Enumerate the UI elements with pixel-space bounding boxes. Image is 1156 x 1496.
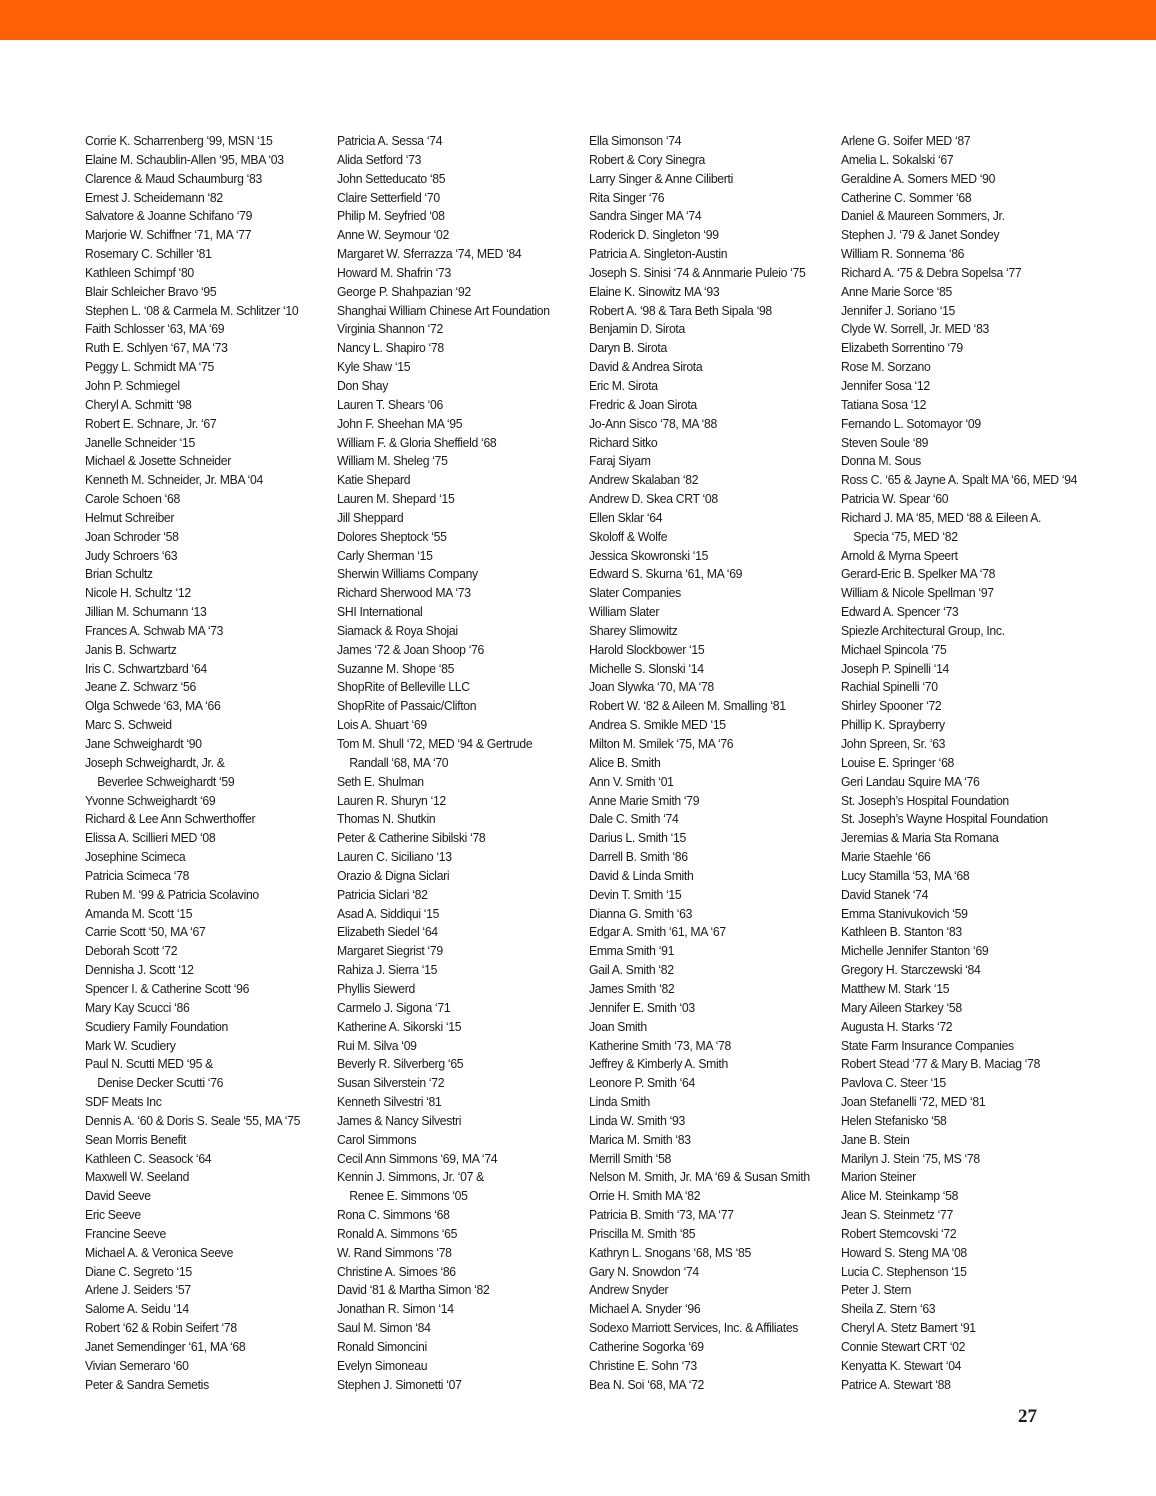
donor-entry: Shirley Spooner ‘72 (841, 698, 942, 714)
donor-entry: Benjamin D. Sirota (589, 321, 685, 337)
donor-entry: Nancy L. Shapiro ‘78 (337, 340, 444, 356)
donor-entry: Rui M. Silva ‘09 (337, 1037, 417, 1053)
donor-entry: Daniel & Maureen Sommers, Jr. (841, 208, 1005, 224)
donor-entry: Paul N. Scutti MED ‘95 & (85, 1056, 213, 1072)
donor-entry: Dianna G. Smith ‘63 (589, 905, 693, 921)
donor-entry: David Stanek ‘74 (841, 886, 929, 902)
donor-column-3 (589, 132, 826, 1395)
donor-entry: Robert & Cory Sinegra (589, 151, 706, 167)
donor-entry: Patricia A. Singleton-Austin (589, 246, 728, 262)
donor-entry: Katherine A. Sikorski ‘15 (337, 1018, 462, 1034)
donor-entry: Geri Landau Squire MA ‘76 (841, 773, 980, 789)
donor-entry: Lauren T. Shears ‘06 (337, 396, 443, 412)
donor-entry: Ella Simonson ‘74 (589, 133, 682, 148)
donor-entry: Sharey Slimowitz (589, 622, 678, 638)
donor-entry: Amanda M. Scott ‘15 (85, 905, 193, 921)
donor-entry: Michael Spincola ‘75 (841, 641, 947, 657)
donor-entry: William & Nicole Spellman ‘97 (841, 585, 994, 601)
donor-entry: John Setteducato ‘85 (337, 170, 446, 186)
donor-entry: Fernando L. Sotomayor ‘09 (841, 415, 981, 431)
donor-entry: Scudiery Family Foundation (85, 1018, 228, 1034)
donor-entry: Devin T. Smith ‘15 (589, 886, 682, 902)
donor-entry: SHI International (337, 604, 423, 620)
donor-entry: Beverlee Schweighardt ‘59 (97, 773, 235, 789)
donor-entry: Specia ‘75, MED ‘82 (853, 528, 958, 544)
donor-entry: Renee E. Simmons ‘05 (349, 1188, 468, 1204)
donor-entry: Sodexo Marriott Services, Inc. & Affiliates (589, 1320, 799, 1336)
donor-entry: Asad A. Siddiqui ‘15 (337, 905, 440, 921)
donor-entry: Richard J. MA ‘85, MED ‘88 & Eileen A. (841, 509, 1042, 525)
donor-entry: Robert E. Schnare, Jr. ‘67 (85, 415, 217, 431)
donor-entry: Orazio & Digna Siclari (337, 867, 450, 883)
donor-entry: David & Andrea Sirota (589, 359, 703, 375)
donor-entry: Jean S. Steinmetz ‘77 (841, 1207, 953, 1223)
donor-entry: Milton M. Smilek ‘75, MA ‘76 (589, 736, 734, 751)
donor-entry: Arlene J. Seiders ‘57 (85, 1282, 191, 1298)
donor-entry: Tom M. Shull ‘72, MED ‘94 & Gertrude (337, 736, 533, 751)
donor-entry: Elizabeth Sorrentino ‘79 (841, 340, 963, 356)
donor-entry: Jane Schweighardt ‘90 (85, 736, 202, 751)
donor-entry: Brian Schultz (85, 566, 153, 582)
donor-entry: Elaine M. Schaublin-Allen ‘95, MBA ‘03 (85, 151, 284, 167)
donor-entry: Augusta H. Starks ‘72 (841, 1018, 953, 1034)
donor-entry: Edgar A. Smith ‘61, MA ‘67 (589, 924, 726, 940)
donor-entry: William R. Sonnema ‘86 (841, 246, 965, 262)
donor-column-2 (337, 132, 574, 1395)
donor-entry: Dale C. Smith ‘74 (589, 811, 679, 827)
donor-entry: Patricia Siclari ‘82 (337, 886, 428, 902)
donor-entry: James ‘72 & Joan Shoop ‘76 (337, 641, 485, 657)
donor-entry: Clyde W. Sorrell, Jr. MED ‘83 (841, 321, 990, 337)
donor-entry: Rosemary C. Schiller ‘81 (85, 246, 212, 262)
donor-entry: Matthew M. Stark ‘15 (841, 980, 950, 996)
donor-entry: Lois A. Shuart ‘69 (337, 717, 427, 733)
donor-entry: Robert Stead ‘77 & Mary B. Maciag ‘78 (841, 1056, 1041, 1072)
donor-entry: Rachial Spinelli ‘70 (841, 679, 938, 695)
donor-entry: Lauren C. Siciliano ‘13 (337, 849, 452, 865)
donor-entry: Peter & Sandra Semetis (85, 1376, 209, 1392)
donor-entry: Elissa A. Scillieri MED ‘08 (85, 830, 216, 846)
donor-entry: Linda W. Smith ‘93 (589, 1112, 685, 1128)
donor-entry: Elizabeth Siedel ‘64 (337, 924, 438, 940)
donor-entry: James Smith ‘82 (589, 980, 675, 996)
donor-entry: Ernest J. Scheidemann ‘82 (85, 189, 223, 205)
donor-entry: Katie Shepard (337, 472, 411, 488)
donor-entry: Kenyatta K. Stewart ‘04 (841, 1357, 962, 1373)
donor-entry: Joan Smith (589, 1018, 647, 1034)
donor-entry: Emma Smith ‘91 (589, 943, 675, 959)
donor-entry: Margaret W. Sferrazza ‘74, MED ‘84 (337, 246, 522, 262)
donor-entry: Corrie K. Scharrenberg ‘99, MSN ‘15 (85, 133, 273, 148)
donor-entry: Diane C. Segreto ‘15 (85, 1263, 192, 1279)
donor-entry: William Slater (589, 604, 660, 620)
donor-entry: Marie Staehle ‘66 (841, 849, 931, 865)
donor-entry: Janis B. Schwartz (85, 641, 177, 657)
donor-entry: Katherine Smith ‘73, MA ‘78 (589, 1037, 731, 1053)
donor-entry: Margaret Siegrist ‘79 (337, 943, 443, 959)
donor-entry: Eric M. Sirota (589, 377, 658, 393)
donor-entry: Jill Sheppard (337, 509, 404, 525)
donor-entry: Jillian M. Schumann ‘13 (85, 604, 207, 620)
donor-entry: Eric Seeve (85, 1207, 141, 1223)
donor-entry: Thomas N. Shutkin (337, 811, 436, 827)
donor-entry: Siamack & Roya Shojai (337, 622, 458, 638)
donor-entry: Peter & Catherine Sibilski ‘78 (337, 830, 486, 846)
donor-entry: Steven Soule ‘89 (841, 434, 929, 450)
donor-entry: Emma Stanivukovich ‘59 (841, 905, 968, 921)
donor-entry: Robert W. ‘82 & Aileen M. Smalling ‘81 (589, 698, 786, 714)
donor-entry: Howard M. Shafrin ‘73 (337, 264, 451, 280)
donor-entry: Louise E. Springer ‘68 (841, 754, 955, 770)
donor-entry: Rahiza J. Sierra ‘15 (337, 962, 438, 978)
donor-entry: Gary N. Snowdon ‘74 (589, 1263, 699, 1279)
donor-entry: David ‘81 & Martha Simon ‘82 (337, 1282, 490, 1298)
donor-entry: Joseph Schweighardt, Jr. & (85, 754, 225, 770)
donor-entry: Nicole H. Schultz ‘12 (85, 585, 191, 601)
donor-entry: Helen Stefanisko ‘58 (841, 1112, 947, 1128)
donor-entry: Dolores Sheptock ‘55 (337, 528, 447, 544)
donor-entry: Jeremias & Maria Sta Romana (841, 830, 999, 846)
donor-entry: Ross C. ‘65 & Jayne A. Spalt MA ‘66, MED ‘94 (841, 472, 1078, 488)
donor-entry: Janet Semendinger ‘61, MA ‘68 (85, 1339, 246, 1354)
donor-entry: Marilyn J. Stein ‘75, MS ‘78 (841, 1150, 980, 1166)
donor-entry: Carole Schoen ‘68 (85, 491, 180, 507)
donor-entry: Stephen L. ‘08 & Carmela M. Schlitzer ‘10 (85, 302, 299, 318)
donor-entry: Joseph P. Spinelli ‘14 (841, 660, 950, 676)
donor-entry: David Seeve (85, 1188, 151, 1204)
donor-entry: George P. Shahpazian ‘92 (337, 283, 471, 299)
donor-entry: Evelyn Simoneau (337, 1357, 428, 1373)
donor-entry: Kathleen C. Seasock ‘64 (85, 1150, 212, 1166)
donor-entry: Joan Slywka ‘70, MA ‘78 (589, 679, 714, 695)
donor-entry: Randall ‘68, MA ‘70 (349, 754, 449, 770)
donor-entry: Jennifer J. Soriano ‘15 (841, 302, 956, 318)
donor-entry: James & Nancy Silvestri (337, 1112, 462, 1128)
donor-entry: Denise Decker Scutti ‘76 (97, 1075, 224, 1091)
donor-entry: Jo-Ann Sisco ‘78, MA ‘88 (589, 415, 717, 431)
donor-entry: Roderick D. Singleton ‘99 (589, 227, 719, 243)
donor-entry: Robert Stemcovski ‘72 (841, 1225, 957, 1241)
donor-entry: Anne Marie Smith ‘79 (589, 792, 700, 808)
donor-entry: Phyllis Siewerd (337, 980, 415, 996)
donor-entry: Dennisha J. Scott ‘12 (85, 962, 194, 978)
donor-entry: Michelle Jennifer Stanton ‘69 (841, 943, 989, 959)
donor-entry: Lucia C. Stephenson ‘15 (841, 1263, 967, 1279)
donor-entry: Rita Singer ‘76 (589, 189, 665, 205)
donor-entry: Andrew D. Skea CRT ‘08 (589, 491, 718, 507)
donor-entry: Elaine K. Sinowitz MA ‘93 (589, 283, 720, 299)
donor-entry: Josephine Scimeca (85, 849, 186, 865)
donor-entry: Joseph S. Sinisi ‘74 & Annmarie Puleio ‘75 (589, 264, 806, 280)
donor-entry: Harold Slockbower ‘15 (589, 641, 705, 657)
donor-entry: Janelle Schneider ‘15 (85, 434, 195, 450)
donor-entry: Joan Schroder ‘58 (85, 528, 179, 544)
donor-entry: Marc S. Schweid (85, 717, 172, 733)
donor-entry: John Spreen, Sr. ‘63 (841, 736, 946, 751)
donor-entry: Pavlova C. Steer ‘15 (841, 1075, 946, 1091)
donor-entry: Claire Setterfield ‘70 (337, 189, 440, 205)
donor-entry: Lauren R. Shuryn ‘12 (337, 792, 446, 808)
donor-entry: John P. Schmiegel (85, 377, 180, 393)
donor-entry: Merrill Smith ‘58 (589, 1150, 672, 1166)
donor-entry: Marica M. Smith ‘83 (589, 1131, 691, 1147)
donor-entry: Cecil Ann Simmons ‘69, MA ‘74 (337, 1150, 498, 1166)
donor-entry: St. Joseph’s Hospital Foundation (841, 792, 1009, 808)
donor-entry: Richard A. ‘75 & Debra Sopelsa ‘77 (841, 264, 1022, 280)
donor-entry: Don Shay (337, 377, 389, 393)
donor-entry: Arlene G. Soifer MED ‘87 (841, 133, 971, 148)
donor-entry: Salvatore & Joanne Schifano ‘79 (85, 208, 253, 224)
donor-entry: Gail A. Smith ‘82 (589, 962, 674, 978)
donor-entry: Howard S. Steng MA ‘08 (841, 1244, 967, 1260)
donor-column-4 (841, 132, 1078, 1395)
donor-entry: Robert ‘62 & Robin Seifert ‘78 (85, 1320, 237, 1336)
donor-entry: Spiezle Architectural Group, Inc. (841, 622, 1005, 638)
donor-entry: Anne Marie Sorce ‘85 (841, 283, 952, 299)
donor-entry: Mary Aileen Starkey ‘58 (841, 999, 962, 1015)
donor-entry: Sean Morris Benefit (85, 1131, 187, 1147)
donor-entry: Stephen J. Simonetti ‘07 (337, 1376, 462, 1392)
donor-entry: Bea N. Soi ‘68, MA ‘72 (589, 1376, 705, 1392)
donor-entry: Michael A. Snyder ‘96 (589, 1301, 701, 1317)
donor-entry: Phillip K. Sprayberry (841, 717, 945, 733)
donor-entry: Catherine Sogorka ‘69 (589, 1339, 704, 1354)
donor-entry: Ruben M. ‘99 & Patricia Scolavino (85, 886, 259, 902)
donor-entry: Mary Kay Scucci ‘86 (85, 999, 190, 1015)
donor-entry: Darrell B. Smith ‘86 (589, 849, 688, 865)
donor-entry: Cheryl A. Schmitt ‘98 (85, 396, 192, 412)
donor-entry: Gerard-Eric B. Spelker MA ‘78 (841, 566, 996, 582)
donor-entry: Carol Simmons (337, 1131, 417, 1147)
donor-entry: Carmelo J. Sigona ‘71 (337, 999, 451, 1015)
donor-entry: Lucy Stamilla ‘53, MA ‘68 (841, 867, 970, 883)
donor-entry: Sandra Singer MA ‘74 (589, 208, 702, 224)
donor-entry: Ronald A. Simmons ‘65 (337, 1225, 458, 1241)
donor-entry: St. Joseph’s Wayne Hospital Foundation (841, 811, 1048, 827)
donor-entry: Kathleen B. Stanton ‘83 (841, 924, 962, 940)
donor-entry: Philip M. Seyfried ‘08 (337, 208, 445, 224)
donor-entry: Kyle Shaw ‘15 (337, 359, 411, 375)
donor-entry: Peggy L. Schmidt MA ‘75 (85, 359, 214, 375)
donor-entry: W. Rand Simmons ‘78 (337, 1244, 452, 1260)
donor-entry: Kathleen Schimpf ‘80 (85, 264, 194, 280)
donor-entry: Jennifer E. Smith ‘03 (589, 999, 695, 1015)
page-number: 27 (1018, 1406, 1037, 1427)
donor-entry: Sheila Z. Stern ‘63 (841, 1301, 936, 1317)
donor-entry: Alice B. Smith (589, 754, 661, 770)
donor-entry: Anne W. Seymour ‘02 (337, 227, 449, 243)
donor-entry: Stephen J. ‘79 & Janet Sondey (841, 227, 1000, 243)
donor-entry: Kennin J. Simmons, Jr. ‘07 & (337, 1169, 485, 1185)
donor-entry: Dennis A. ‘60 & Doris S. Seale ‘55, MA ‘75 (85, 1112, 301, 1128)
donor-entry: Fredric & Joan Sirota (589, 396, 697, 412)
donor-entry: Leonore P. Smith ‘64 (589, 1075, 695, 1091)
donor-entry: ShopRite of Passaic/Clifton (337, 698, 477, 714)
donor-entry: Christine E. Sohn ‘73 (589, 1357, 697, 1373)
donor-entry: Geraldine A. Somers MED ‘90 (841, 170, 996, 186)
top-accent-bar (0, 0, 1156, 40)
donor-entry: Patricia B. Smith ‘73, MA ‘77 (589, 1207, 734, 1223)
donor-entry: Suzanne M. Shope ‘85 (337, 660, 455, 676)
donor-entry: Rona C. Simmons ‘68 (337, 1207, 450, 1223)
donor-entry: Faraj Siyam (589, 453, 651, 469)
donor-entry: Spencer I. & Catherine Scott ‘96 (85, 980, 250, 996)
donor-entry: Richard Sherwood MA ‘73 (337, 585, 471, 601)
donor-entry: Kathryn L. Snogans ‘68, MS ‘85 (589, 1244, 752, 1260)
donor-entry: Orrie H. Smith MA ‘82 (589, 1188, 701, 1204)
donor-entry: Francine Seeve (85, 1225, 166, 1241)
donor-entry: William M. Sheleg ‘75 (337, 453, 448, 469)
donor-entry: Michael A. & Veronica Seeve (85, 1244, 234, 1260)
donor-entry: Ellen Sklar ‘64 (589, 509, 663, 525)
donor-entry: Marjorie W. Schiffner ‘71, MA ‘77 (85, 227, 252, 243)
donor-entry: Edward S. Skurna ‘61, MA ‘69 (589, 566, 743, 582)
donor-entry: Ronald Simoncini (337, 1339, 427, 1354)
donor-entry: Carrie Scott ‘50, MA ‘67 (85, 924, 206, 940)
donor-entry: Susan Silverstein ‘72 (337, 1075, 445, 1091)
donor-entry: Ruth E. Schlyen ‘67, MA ‘73 (85, 340, 228, 356)
donor-entry: Larry Singer & Anne Ciliberti (589, 170, 733, 186)
donor-entry: Kenneth M. Schneider, Jr. MBA ‘04 (85, 472, 263, 488)
donor-entry: Slater Companies (589, 585, 681, 601)
donor-entry: Patrice A. Stewart ‘88 (841, 1376, 951, 1392)
donor-entry: Ann V. Smith ‘01 (589, 773, 674, 789)
donor-entry: Andrew Snyder (589, 1282, 669, 1298)
donor-entry: John F. Sheehan MA ‘95 (337, 415, 463, 431)
donor-entry: Jeane Z. Schwarz ‘56 (85, 679, 196, 695)
donor-entry: Richard & Lee Ann Schwerthoffer (85, 811, 256, 827)
donor-column-1 (85, 132, 322, 1395)
donor-entry: Daryn B. Sirota (589, 340, 667, 356)
donor-entry: Shanghai William Chinese Art Foundation (337, 302, 550, 318)
donor-entry: ShopRite of Belleville LLC (337, 679, 470, 695)
donor-entry: Maxwell W. Seeland (85, 1169, 190, 1185)
donor-entry: Kenneth Silvestri ‘81 (337, 1094, 442, 1110)
donor-entry: Virginia Shannon ‘72 (337, 321, 443, 337)
donor-entry: Michelle S. Slonski ‘14 (589, 660, 704, 676)
donor-entry: Edward A. Spencer ‘73 (841, 604, 959, 620)
donor-entry: Catherine C. Sommer ‘68 (841, 189, 972, 205)
donor-entry: Connie Stewart CRT ‘02 (841, 1339, 966, 1354)
donor-entry: Amelia L. Sokalski ‘67 (841, 151, 954, 167)
donor-entry: Seth E. Shulman (337, 773, 424, 789)
donor-entry: Rose M. Sorzano (841, 359, 931, 375)
donor-entry: Darius L. Smith ‘15 (589, 830, 686, 846)
donor-entry: Andrea S. Smikle MED ‘15 (589, 717, 726, 733)
donor-entry: Alice M. Steinkamp ‘58 (841, 1188, 959, 1204)
donor-entry: Marion Steiner (841, 1169, 916, 1185)
donor-entry: William F. & Gloria Sheffield ‘68 (337, 434, 497, 450)
donor-entry: Deborah Scott ‘72 (85, 943, 178, 959)
donor-entry: Saul M. Simon ‘84 (337, 1320, 431, 1336)
donor-entry: Tatiana Sosa ‘12 (841, 396, 927, 412)
donor-entry: Christine A. Simoes ‘86 (337, 1263, 456, 1279)
donor-entry: Linda Smith (589, 1094, 650, 1110)
donor-entry: Michael & Josette Schneider (85, 453, 231, 469)
donor-entry: Jonathan R. Simon ‘14 (337, 1301, 454, 1317)
donor-entry: Jeffrey & Kimberly A. Smith (589, 1056, 728, 1072)
donor-entry: Carly Sherman ‘15 (337, 547, 433, 563)
donor-entry: Iris C. Schwartzbard ‘64 (85, 660, 207, 676)
donor-entry: Richard Sitko (589, 434, 658, 450)
donor-entry: Frances A. Schwab MA ‘73 (85, 622, 224, 638)
donor-entry: Gregory H. Starczewski ‘84 (841, 962, 981, 978)
donor-entry: Joan Stefanelli ‘72, MED ‘81 (841, 1094, 986, 1110)
donor-entry: Priscilla M. Smith ‘85 (589, 1225, 696, 1241)
donor-entry: Beverly R. Silverberg ‘65 (337, 1056, 464, 1072)
donor-entry: Nelson M. Smith, Jr. MA ‘69 & Susan Smith (589, 1169, 810, 1185)
donor-entry: Patricia A. Sessa ‘74 (337, 133, 443, 148)
donor-entry: Jane B. Stein (841, 1131, 910, 1147)
donor-entry: Andrew Skalaban ‘82 (589, 472, 699, 488)
donor-entry: Peter J. Stern (841, 1282, 912, 1298)
donor-entry: Salome A. Seidu ‘14 (85, 1301, 189, 1317)
donor-entry: Jennifer Sosa ‘12 (841, 377, 930, 393)
donor-entry: Alida Setford ‘73 (337, 151, 422, 167)
donor-entry: Patricia W. Spear ‘60 (841, 491, 949, 507)
donor-entry: Skoloff & Wolfe (589, 528, 668, 544)
donor-entry: Faith Schlosser ‘63, MA ‘69 (85, 321, 225, 337)
donor-entry: Yvonne Schweighardt ‘69 (85, 792, 216, 808)
donor-entry: Blair Schleicher Bravo ‘95 (85, 283, 217, 299)
donor-entry: Lauren M. Shepard ‘15 (337, 491, 455, 507)
donor-entry: Jessica Skowronski ‘15 (589, 547, 709, 563)
donor-entry: Cheryl A. Stetz Bamert ‘91 (841, 1320, 976, 1336)
donor-entry: David & Linda Smith (589, 867, 694, 883)
donor-entry: Sherwin Williams Company (337, 566, 478, 582)
donor-entry: Donna M. Sous (841, 453, 921, 469)
donor-entry: Mark W. Scudiery (85, 1037, 176, 1053)
donor-entry: Patricia Scimeca ‘78 (85, 867, 190, 883)
donor-entry: Arnold & Myrna Speert (841, 547, 958, 563)
donor-entry: State Farm Insurance Companies (841, 1037, 1014, 1053)
donor-entry: Olga Schwede ‘63, MA ‘66 (85, 698, 221, 714)
donor-entry: Clarence & Maud Schaumburg ‘83 (85, 170, 262, 186)
donor-entry: Robert A. ‘98 & Tara Beth Sipala ‘98 (589, 302, 772, 318)
donor-entry: Helmut Schreiber (85, 509, 175, 525)
donor-entry: Vivian Semeraro ‘60 (85, 1357, 189, 1373)
donor-entry: SDF Meats Inc (85, 1094, 162, 1110)
donor-entry: Judy Schroers ‘63 (85, 547, 178, 563)
